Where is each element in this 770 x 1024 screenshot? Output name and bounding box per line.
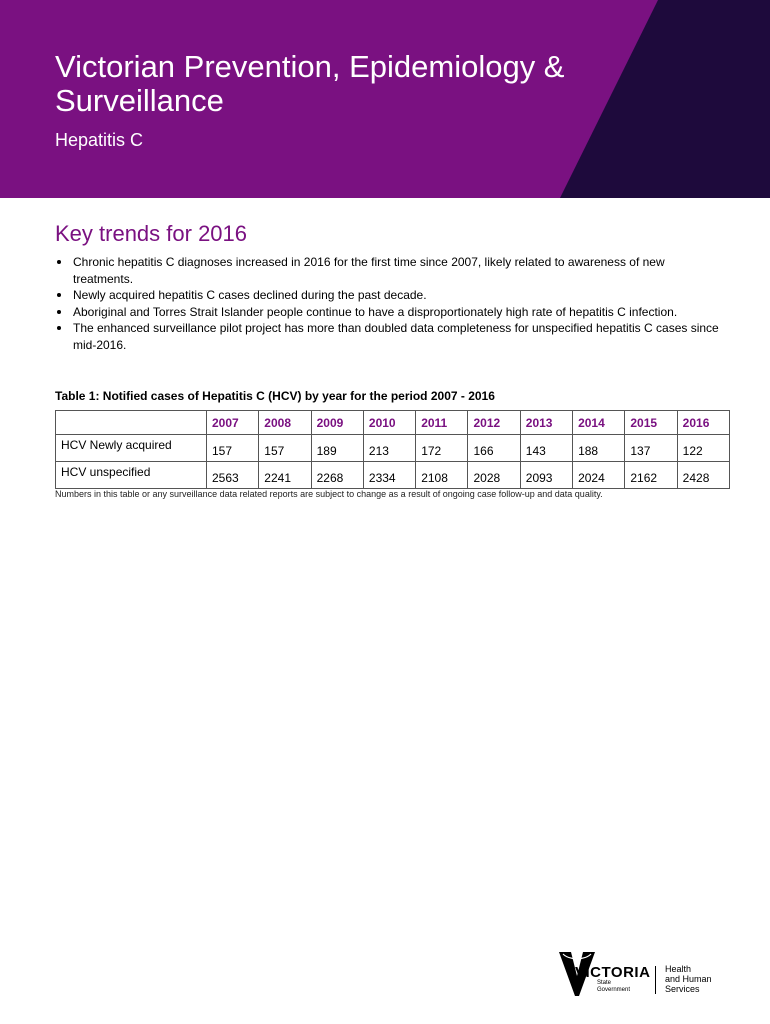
header-cell-year: 2011 (416, 411, 468, 435)
table-cell: 2563 (207, 462, 259, 489)
key-trends-heading: Key trends for 2016 (55, 221, 248, 246)
logo-subtext (597, 980, 630, 994)
table-cell: 172 (416, 435, 468, 462)
department-name-line: Health (665, 964, 692, 974)
department-name-line: and Human (665, 974, 712, 984)
table-cell: 157 (259, 435, 311, 462)
hcv-cases-table (55, 410, 730, 489)
list-item: The enhanced surveillance pilot project has more than doubled data completeness for unspecified hepatitis C cases since mid-2016. (55, 320, 725, 353)
table-cell: 2024 (573, 462, 625, 489)
table-cell: 2428 (677, 462, 729, 489)
list-item: Aboriginal and Torres Strait Islander people continue to have a disproportionately high rate of hepatitis C infection. (55, 304, 725, 321)
table-caption: Table 1: Notified cases of Hepatitis C (HCV) by year for the period 2007 - 2016 (55, 389, 495, 403)
key-trends-list (55, 254, 725, 353)
table-cell: 188 (573, 435, 625, 462)
list-item: Chronic hepatitis C diagnoses increased in 2016 for the first time since 2007, likely related to awareness of new treatments. (55, 254, 725, 287)
department-name-line: Services (665, 984, 700, 994)
table-cell: 166 (468, 435, 520, 462)
table-cell: 2093 (520, 462, 572, 489)
table-cell: 143 (520, 435, 572, 462)
department-name (665, 964, 712, 994)
table-header-row (56, 411, 730, 435)
header-cell-year: 2010 (363, 411, 415, 435)
page-title: Victorian Prevention, Epidemiology & Surveillance (55, 49, 565, 118)
table-cell: 122 (677, 435, 729, 462)
table-row (56, 435, 730, 462)
table-cell: 2028 (468, 462, 520, 489)
table-cell: 2241 (259, 462, 311, 489)
header-cell-year: 2016 (677, 411, 729, 435)
table-cell: 2108 (416, 462, 468, 489)
table-cell: 2268 (311, 462, 363, 489)
header-cell-year: 2009 (311, 411, 363, 435)
header-cell-year: 2008 (259, 411, 311, 435)
header-cell-year: 2015 (625, 411, 677, 435)
logo-subtext-line: Government (597, 987, 631, 993)
table-row (56, 462, 730, 489)
logo-wordmark: VICTORIA (575, 964, 651, 981)
page-subtitle: Hepatitis C (55, 130, 144, 150)
list-item: Newly acquired hepatitis C cases declined during the past decade. (55, 287, 725, 304)
table-cell: 189 (311, 435, 363, 462)
table-cell: 157 (207, 435, 259, 462)
row-label: HCV Newly acquired (56, 435, 207, 462)
header-cell-empty (56, 411, 207, 435)
table-cell: 213 (363, 435, 415, 462)
header-cell-year: 2014 (573, 411, 625, 435)
header-cell-year: 2013 (520, 411, 572, 435)
victoria-government-logo (555, 950, 725, 1000)
table-footnote: Numbers in this table or any surveillance data related reports are subject to change as a result of ongoing case follow-up and data quality. (55, 489, 603, 499)
table-cell: 2162 (625, 462, 677, 489)
header-cell-year: 2012 (468, 411, 520, 435)
table-cell: 2334 (363, 462, 415, 489)
table-cell: 137 (625, 435, 677, 462)
logo-divider (655, 966, 656, 994)
header-cell-year: 2007 (207, 411, 259, 435)
row-label: HCV unspecified (56, 462, 207, 489)
logo-subtext-line: State (597, 980, 612, 986)
